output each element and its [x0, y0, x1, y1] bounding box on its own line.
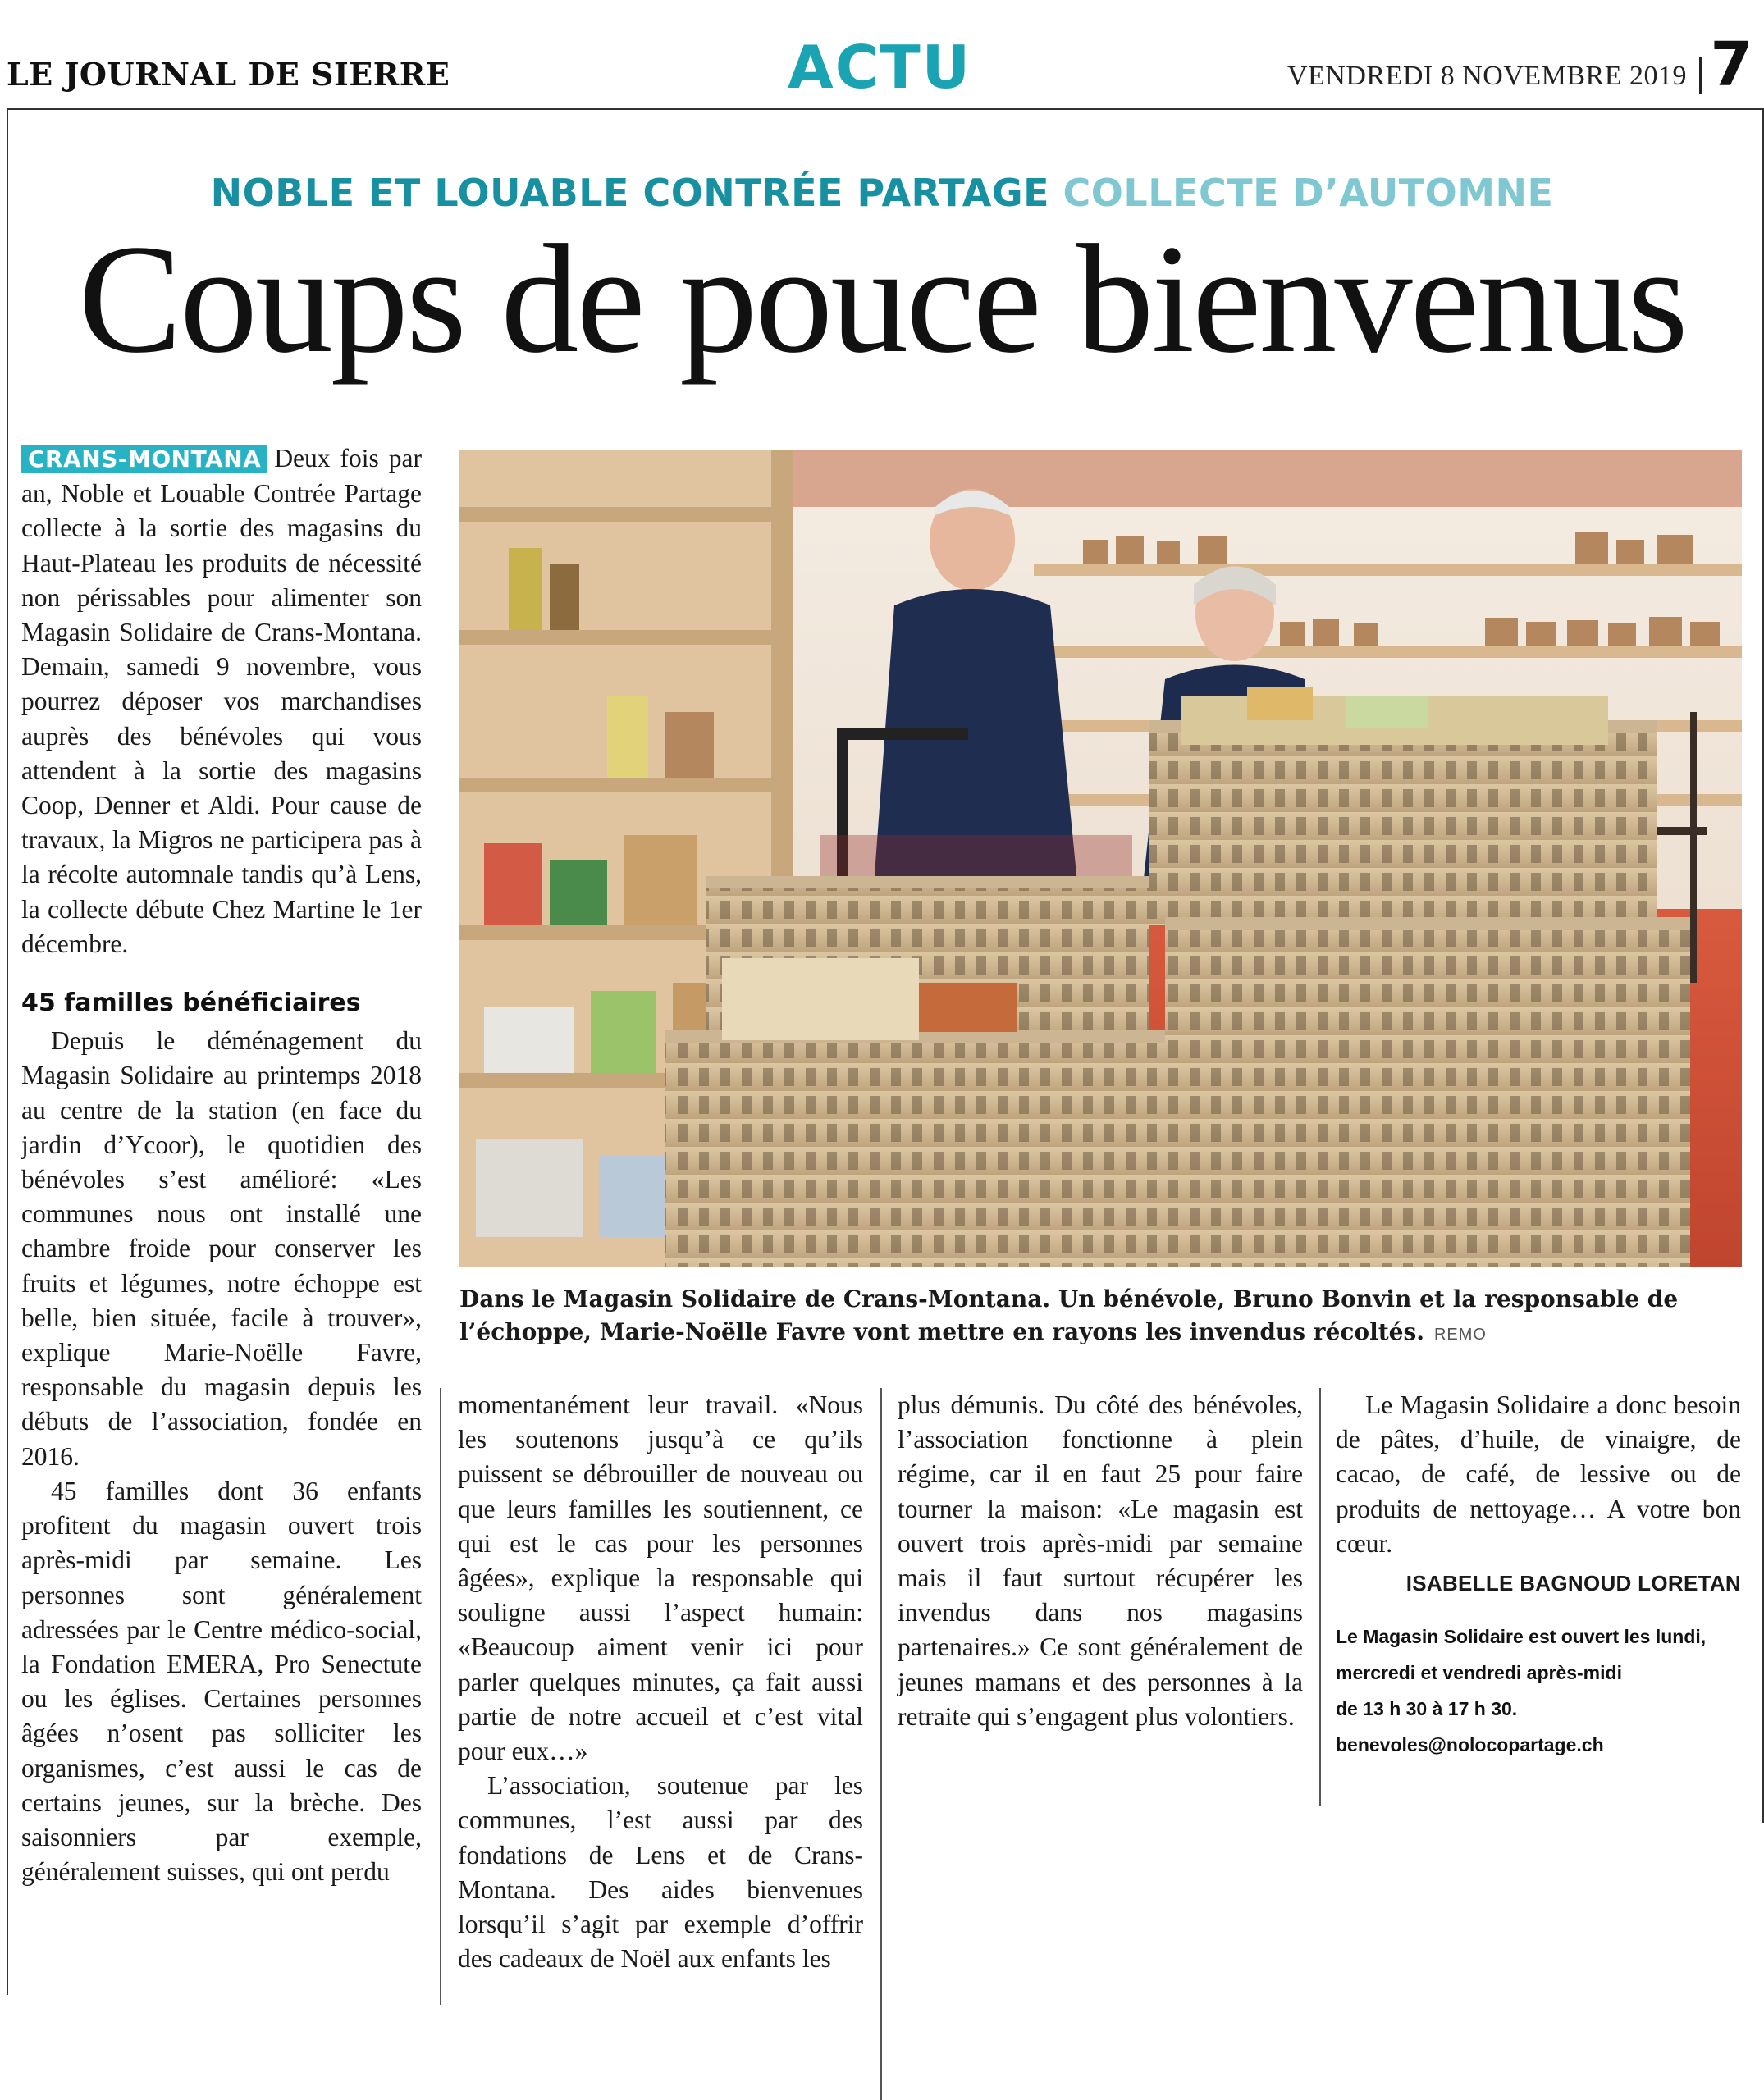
photo-caption — [459, 1283, 1742, 1351]
column-rule-2 — [880, 1388, 882, 2100]
info-line-3: de 13 h 30 à 17 h 30. — [1336, 1698, 1518, 1720]
article-column-4 — [1336, 1388, 1741, 1763]
paragraph-2: 45 familles dont 36 enfants profitent du magasin ouvert trois après-midi par semaine. Les personnes sont généralement adressées par le Centre médico-social, la Fondation EMERA, Pro Senectute ou les églises. Certaines personnes âgées n’osent pas solliciter les organismes, c’est aussi le cas de certains jeunes, sur la brèche. Des saisonniers par exemple, généralement suisses, qui ont perdu — [21, 1476, 422, 1887]
subheading: 45 familles bénéficiaires — [21, 988, 361, 1018]
paragraph-1: Depuis le déménagement du Magasin Solidaire au printemps 2018 au centre de la station (en face du jardin d’Ycoor), le quotidien des bénévoles s’est amélioré: «Les communes nous ont installé une chambre froide pour conserver les fruits et légumes, notre échoppe est belle, bien située, facile à trouver», explique Marie-Noëlle Favre, responsable du magasin depuis les débuts de l’association, fondée en 2016. — [21, 1026, 422, 1471]
caption-text: Dans le Magasin Solidaire de Crans-Montana. Un bénévole, Bruno Bonvin et la responsable de l’échoppe, Marie-Noëlle Favre vont mettre en rayons les invendus récoltés. — [459, 1285, 1679, 1345]
paragraph-3: momentanément leur travail. «Nous les soutenons jusqu’à ce qu’ils puissent se débrouiller de nouveau ou que leurs familles les soutiennent, ce qui est le cas pour les personnes âgées», explique la responsable qui souligne aussi l’aspect humain: «Beaucoup aiment venir ici pour parler quelques minutes, ça fait aussi partie de notre accueil et c’est vital pour eux…» — [458, 1390, 863, 1766]
issue-date: VENDREDI 8 NOVEMBRE 2019 — [1286, 61, 1687, 91]
lead-paragraph — [21, 441, 422, 961]
paragraph-5: plus démunis. Du côté des bénévoles, l’association fonctionne à plein régime, car il en faut 25 pour faire tourner la maison: «Le magasin est ouvert trois après-midi par semaine mais il faut surtout récupérer les invendus dans nos magasins partenaires.» Ce sont généralement de jeunes mamans et des personnes à la retraite qui s’engagent plus volontiers. — [898, 1390, 1303, 1731]
section-title: ACTU — [788, 33, 972, 102]
author-signature: ISABELLE BAGNOUD LORETAN — [1405, 1571, 1741, 1596]
info-line-2: mercredi et vendredi après-midi — [1336, 1662, 1622, 1684]
paragraph-4: L’association, soutenue par les communes, l’est aussi par des fondations de Lens et de Crans-Montana. Des aides bienvenues lorsqu’il s’agit par exemple d’offrir des cadeaux de Noël aux enfants les — [458, 1771, 863, 1974]
info-line-1: Le Magasin Solidaire est ouvert les lundi, — [1336, 1626, 1707, 1648]
article-kicker — [0, 171, 1764, 215]
frame-top-rule — [7, 108, 1764, 110]
contact-email[interactable]: benevoles@nolocopartage.ch — [1336, 1734, 1604, 1756]
column-rule-3 — [1319, 1388, 1321, 1806]
frame-left-rule — [7, 108, 8, 1995]
info-box — [1336, 1618, 1741, 1763]
article-column-3 — [898, 1388, 1303, 1734]
article-headline: Coups de pouce bienvenus — [78, 213, 1686, 386]
masthead-divider — [1699, 57, 1702, 94]
column-rule-1 — [440, 1388, 441, 2005]
paragraph-6: Le Magasin Solidaire a donc besoin de pâtes, d’huile, de vinaigre, de cacao, de café, de lessive ou de produits de nettoyage… A votre bon cœur. — [1336, 1390, 1741, 1558]
article-column-1 — [21, 441, 422, 1889]
article-photo — [459, 450, 1742, 1267]
photo-credit: REMO — [1433, 1326, 1487, 1344]
lead-text: Deux fois par an, Noble et Louable Contrée Partage collecte à la sortie des magasins du Haut-Plateau les produits de nécessité non périssables pour alimenter son Magasin Solidaire de Crans-Montana. Demain, samedi 9 novembre, vous pourrez déposer vos marchandises auprès des bénévoles qui vous attendent à la sortie des magasins Coop, Denner et Aldi. Pour cause de travaux, la Migros ne participera pas à la récolte automnale tandis qu’à Lens, la collecte débute Chez Martine le 1er décembre. — [21, 444, 422, 958]
dateline-badge: CRANS-MONTANA — [21, 445, 267, 472]
newspaper-name: LE JOURNAL DE SIERRE — [7, 56, 450, 93]
page-number: 7 — [1710, 30, 1753, 100]
article-column-2 — [458, 1388, 863, 1976]
kicker-main: NOBLE ET LOUABLE CONTRÉE PARTAGE — [210, 171, 1050, 215]
kicker-sub: COLLECTE D’AUTOMNE — [1063, 171, 1554, 215]
